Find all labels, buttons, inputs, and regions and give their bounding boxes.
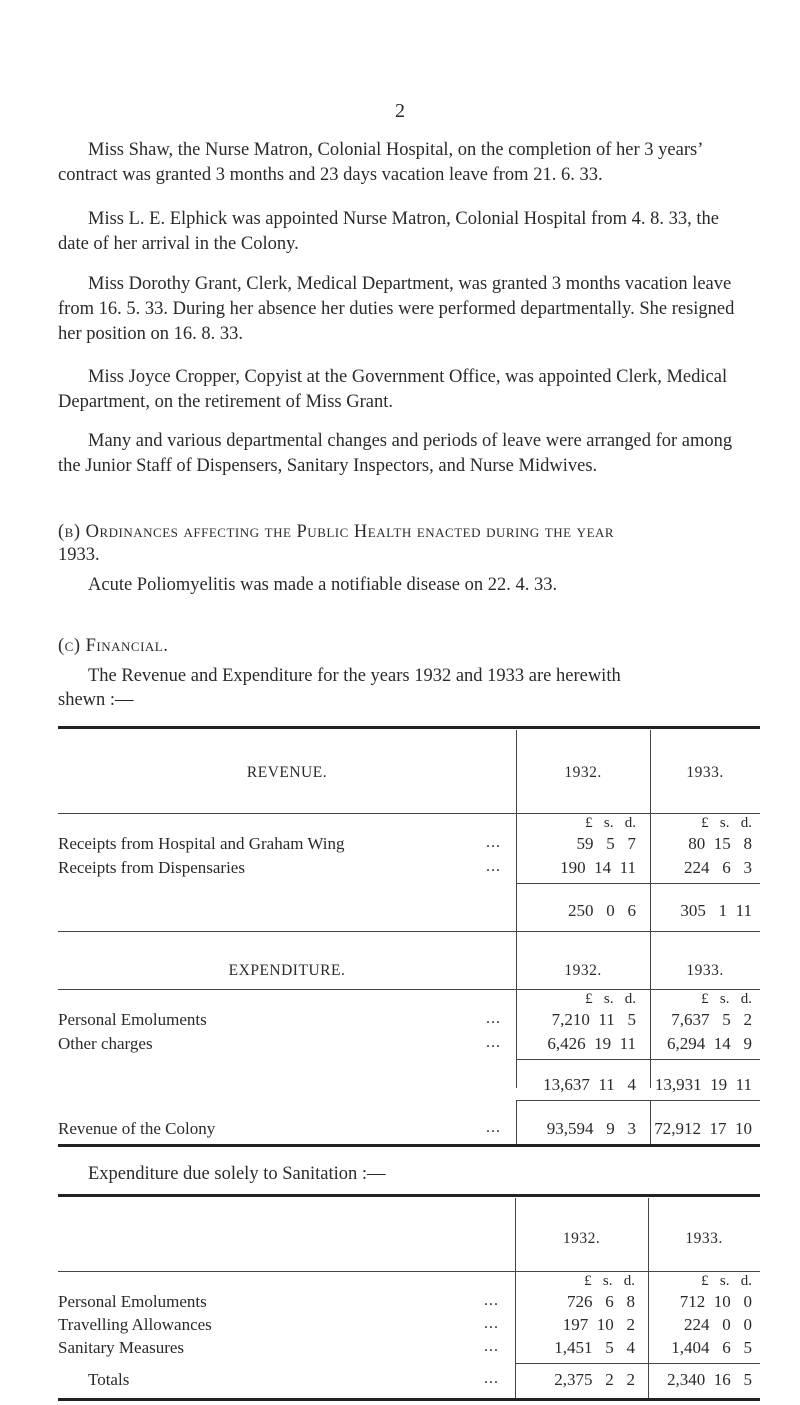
expenditure-row-emoluments-label: Personal Emoluments [58, 1010, 207, 1029]
expenditure-row-emoluments-1933: 7,637 5 2 [671, 1010, 752, 1029]
section-b-text: Acute Poliomyelitis was made a notifiable disease on 22. 4. 33. [88, 575, 558, 595]
revenue-row-dispensaries-dots: ... [486, 858, 501, 875]
table1-top-rule [58, 726, 760, 729]
sanitation-row-travelling-1932: 197 10 2 [562, 1315, 635, 1334]
sanitation-header-rule [58, 1271, 760, 1272]
sanitation-row-travelling-1933: 224 0 0 [684, 1315, 752, 1334]
table1-divider-2b [650, 1100, 651, 1144]
paragraph-shaw: Miss Shaw, the Nurse Matron, Colonial Hospital, on the completion of her 3 years’ contract was granted 3 months and 23 days vacation leave from 21. 6. 33. [58, 140, 702, 185]
table2-top-rule [58, 1194, 760, 1197]
sanitation-col-1933: 1933. [685, 1230, 723, 1247]
expenditure-units-1933: £ s. d. [701, 991, 752, 1007]
revenue-col-1932: 1932. [564, 764, 602, 781]
table1-divider-1b [516, 1100, 517, 1144]
revenue-units-1932: £ s. d. [585, 815, 636, 831]
expenditure-top-rule [58, 931, 760, 932]
section-b-heading-year: 1933. [58, 545, 100, 565]
revenue-units-1933: £ s. d. [701, 815, 752, 831]
expenditure-row-other-1933: 6,294 14 9 [667, 1034, 752, 1053]
sanitation-totals-1933: 2,340 16 5 [667, 1370, 752, 1389]
expenditure-row-emoluments-dots: ... [486, 1010, 501, 1027]
revenue-col-1933: 1933. [686, 764, 724, 781]
sanitation-units-1932: £ s. d. [584, 1273, 635, 1289]
colony-revenue-1932: 93,594 9 3 [546, 1119, 636, 1138]
sanitation-row-measures-1932: 1,451 5 4 [554, 1338, 635, 1357]
section-b-heading: (b) Ordinances affecting the Public Health enacted during the year [58, 522, 615, 542]
sanitation-row-travelling-dots: ... [484, 1315, 499, 1332]
colony-revenue-dots: ... [486, 1119, 501, 1136]
colony-revenue-rule [516, 1100, 760, 1101]
revenue-row-hospital-1933: 80 15 8 [688, 834, 752, 853]
sanitation-intro: Expenditure due solely to Sanitation :— [88, 1164, 386, 1184]
expenditure-total-1933: 13,931 19 11 [654, 1075, 752, 1094]
revenue-total-rule [516, 883, 760, 884]
paragraph-grant: Miss Dorothy Grant, Clerk, Medical Department, was granted 3 months vacation leave from 16. 5. 33. During her absence her duties were performed departmentally. She resigned her position on 16. 8. 33. [58, 274, 735, 344]
sanitation-row-measures-1933: 1,404 6 5 [671, 1338, 752, 1357]
revenue-total-1933: 305 1 11 [680, 901, 752, 920]
expenditure-row-other-dots: ... [486, 1034, 501, 1051]
expenditure-row-other-label: Other charges [58, 1034, 153, 1053]
revenue-header: REVENUE. [246, 764, 328, 781]
revenue-row-dispensaries-label: Receipts from Dispensaries [58, 858, 245, 877]
section-c-text-cont: shewn :— [58, 690, 134, 710]
expenditure-col-1932: 1932. [564, 962, 602, 979]
expenditure-header-rule [58, 989, 760, 990]
sanitation-totals-label: Totals [88, 1370, 130, 1389]
expenditure-total-rule [516, 1059, 760, 1060]
section-c-text: The Revenue and Expenditure for the years 1932 and 1933 are herewith [88, 666, 621, 686]
sanitation-totals-1932: 2,375 2 2 [554, 1370, 635, 1389]
revenue-row-dispensaries-1932: 190 14 11 [560, 858, 636, 877]
section-c-heading: (c) Financial. [58, 636, 169, 656]
sanitation-row-measures-label: Sanitary Measures [58, 1338, 185, 1357]
expenditure-row-emoluments-1932: 7,210 11 5 [551, 1010, 636, 1029]
revenue-row-hospital-dots: ... [486, 834, 501, 851]
expenditure-row-other-1932: 6,426 19 11 [547, 1034, 636, 1053]
colony-revenue-label: Revenue of the Colony [58, 1119, 216, 1138]
sanitation-row-emoluments-label: Personal Emoluments [58, 1292, 207, 1311]
sanitation-totals-dots: ... [484, 1370, 499, 1387]
sanitation-total-rule [515, 1363, 760, 1364]
sanitation-units-1933: £ s. d. [701, 1273, 752, 1289]
expenditure-total-1932: 13,637 11 4 [543, 1075, 636, 1094]
sanitation-row-measures-dots: ... [484, 1338, 499, 1355]
revenue-row-hospital-label: Receipts from Hospital and Graham Wing [58, 834, 345, 853]
sanitation-row-emoluments-1933: 712 10 0 [679, 1292, 752, 1311]
expenditure-col-1933: 1933. [686, 962, 724, 979]
paragraph-elphick: Miss L. E. Elphick was appointed Nurse Matron, Colonial Hospital from 4. 8. 33, the date of her arrival in the Colony. [58, 209, 719, 254]
revenue-total-1932: 250 0 6 [568, 901, 636, 920]
page-number: 2 [395, 100, 405, 122]
revenue-row-hospital-1932: 59 5 7 [576, 834, 636, 853]
sanitation-row-travelling-label: Travelling Allowances [58, 1315, 212, 1334]
sanitation-row-emoluments-1932: 726 6 8 [567, 1292, 635, 1311]
revenue-header-rule [58, 813, 760, 814]
colony-revenue-1933: 72,912 17 10 [654, 1119, 752, 1138]
sanitation-col-1932: 1932. [562, 1230, 601, 1247]
revenue-row-dispensaries-1933: 224 6 3 [684, 858, 752, 877]
table1-bottom-rule [58, 1144, 760, 1147]
expenditure-units-1932: £ s. d. [585, 991, 636, 1007]
paragraph-cropper: Miss Joyce Cropper, Copyist at the Government Office, was appointed Clerk, Medical Department, on the retirement of Miss Grant. [58, 367, 728, 412]
table2-bottom-rule [58, 1398, 760, 1401]
expenditure-header: EXPENDITURE. [228, 962, 346, 979]
paragraph-changes: Many and various departmental changes and periods of leave were arranged for among the Junior Staff of Dispensers, Sanitary Inspectors, and Nurse Midwives. [58, 431, 733, 476]
sanitation-row-emoluments-dots: ... [484, 1292, 499, 1309]
